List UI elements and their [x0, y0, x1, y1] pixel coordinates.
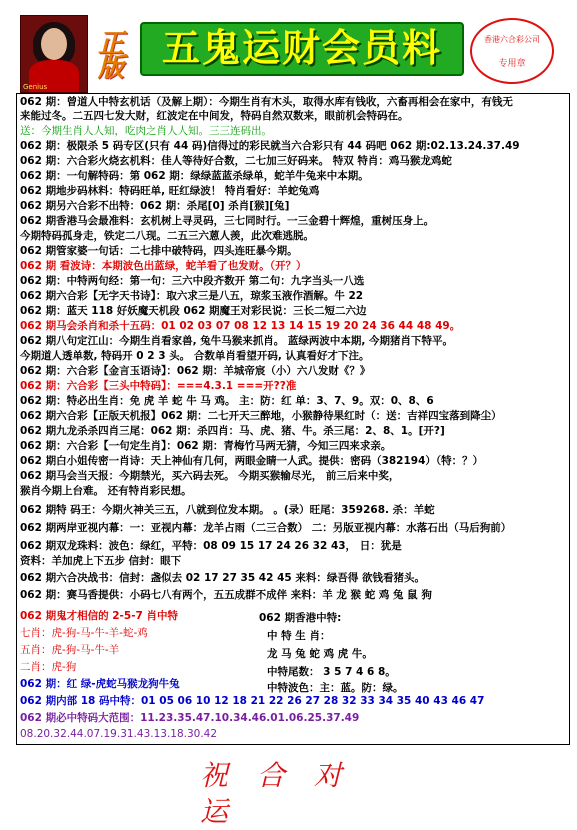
header: [0, 0, 577, 94]
line-19: 062 期：六合彩【金言玉语诗】：062 期：羊城帝宸（小）六八发财《？》: [20, 365, 371, 377]
line-39: 062 期内部 18 码中特：01 05 06 10 12 18 21 22 26 27 28 32 33 34 35 40 43 46 47: [20, 695, 485, 707]
line-12: 062 期 看波诗：本期波色出蓝绿，蛇羊看了也发财。（开？）: [20, 260, 307, 272]
side-title: 062 期香港中特:: [259, 612, 342, 624]
zhengban-badge: 正版: [98, 29, 125, 83]
line-6: 062 期：一句解特码：第 062 期：绿绿蓝蓝杀绿单，蛇羊牛兔来中本期。: [20, 170, 369, 182]
line-7: 062 期地步码林料：特码旺单, 旺红绿波！ 特肖看好：羊蛇兔鸡: [20, 185, 320, 197]
line-10: 今期特码孤身走，铁定二八现。二五三六蒽人羡，此次难逃脱。: [20, 230, 314, 242]
line-41: 08.20.32.44.07.19.31.43.13.18.30.42: [20, 728, 218, 740]
footer: [0, 748, 577, 828]
title-banner: [140, 22, 464, 76]
content-box: [16, 93, 570, 745]
line-25: 062 期白小姐传密一肖诗：天上神仙有几何，两眼金睛一人武。提供：密码（382194）（特：？）: [20, 455, 484, 467]
line-15: 062 期：蓝天 118 好妖魔天机段 062 期魔王对彩民说：三长二短二六边: [20, 305, 367, 317]
line-34: 062 期鬼才相信的 2-5-7 肖中特: [20, 610, 179, 622]
side-row-4: 中特波色：主：蓝。防：绿。: [267, 682, 404, 694]
photo-caption: Genius: [23, 83, 48, 91]
side-row-3: 中特尾数： 3 5 7 4 6 8。: [267, 666, 396, 678]
line-4: [20, 140, 520, 153]
line-4-text: 062 期：极限杀 5 码专区(只有 44 码)信得过的彩民就当六合彩只有 44 码吧 062 期:02.13.24.37.49: [20, 140, 520, 152]
line-38: 062 期：红 绿-虎蛇马猴龙狗牛兔: [20, 678, 180, 690]
line-24: 062 期：六合彩【一句定生肖】：062 期：青梅竹马两无猜，今知三四来求亲。: [20, 440, 392, 452]
line-29: 062 期两岸亚视内幕：一：亚视内幕：龙羊占雨（二三合数） 二：另版亚视内幕：水落石出（马后狗前）: [20, 522, 512, 534]
line-20: 062 期：六合彩【三头中特码】：===4.3.1 ===开??准: [20, 380, 297, 392]
line-14: 062 期六合彩【无字天书诗】：取六求三是八五，琼浆玉液作酒解。牛 22: [20, 290, 364, 302]
line-26: 062 期马会当天报：今期禁光，买六码去死。 今期买猴输尽光， 前三后来中奖，: [20, 470, 400, 482]
face-shape: [41, 28, 67, 60]
line-31: 资料：羊加虎上下五步 信封：眼下: [20, 555, 182, 567]
profile-photo: [20, 15, 88, 93]
line-23: 062 期九龙杀杀四肖三尾：062 期：杀四肖：马、虎、猪、牛。杀三尾：2、8、1。[开?]: [20, 425, 445, 437]
line-27: 猴肖今期上台难。 还有特肖彩民想。: [20, 485, 192, 497]
line-17: 062 期八句定江山：今期生肖看家兽, 兔牛马猴来抓肖。 蓝绿两波中本期, 今期猪肖下特平。: [20, 335, 454, 347]
official-seal: [470, 18, 554, 84]
line-11: 062 期管家婆一句话：二七排中破特码，四头连旺暴今期。: [20, 245, 298, 257]
seal-bottom-text: 专用章: [498, 59, 526, 69]
line-28: 062 期特 码王：今期火神关三五，八就到位发本期。 。(录）旺尾：359268. 杀：羊蛇: [20, 504, 435, 516]
line-30: 062 期双龙珠料：波色：绿红，平特：08 09 15 17 24 26 32 43， 日：犹是: [20, 540, 402, 552]
line-36: 五肖：虎-狗-马-牛-羊: [20, 644, 120, 656]
line-9: 062 期香港马会最准料：玄机树上寻灵码，三七同时行。一三金碧十辉煌，重树压身上。: [20, 215, 435, 227]
line-40: 062 期必中特码大范围：11.23.35.47.10.34.46.01.06.25.37.49: [20, 712, 360, 724]
line-22: 062 期六合彩【正版天机报】062 期：二七开天三醉地，小猴静待果红时（：送：吉祥四宝落到降尘）: [20, 410, 502, 422]
line-13: 062 期：中特两句经：第一句：三六中段齐数开 第二句：九字当头一八选: [20, 275, 365, 287]
seal-top-text: 香港六合彩公司: [484, 35, 540, 44]
side-row-1: 中 特 生 肖：: [267, 630, 331, 642]
line-35: 七肖：虎-狗-马-牛-羊-蛇-鸡: [20, 627, 148, 639]
line-16: 062 期马会杀肖和杀十五码：01 02 03 07 08 12 13 14 15 19 20 24 36 44 48 49。: [20, 320, 461, 332]
page-title: 五鬼运财会员料: [161, 26, 442, 70]
line-2: 来能过冬。二五四七发大财，红波定在中间发，特码自然双数来，眼前机会特码在。: [20, 110, 409, 122]
line-3: 送：今期生肖人人知，吃肉之肖人人知。三三连码出。: [20, 125, 272, 137]
line-21: 062 期：特必出生肖：免 虎 羊 蛇 牛 马 鸡。 主：防：红 单：3、7、9。双：0、8、6: [20, 395, 434, 407]
line-32: 062 期六合决战书：信封：盏似去 02 17 27 35 42 45 来料：绿吾得 欲钱看猪头。: [20, 572, 425, 584]
line-8: 062 期另六合彩不出特：062 期：杀尾[0] 杀肖[猴][兔]: [20, 200, 290, 212]
line-1: 062 期：曾道人中特玄机话（及解上期）：今期生肖有木头，取得水库有钱收，六畜再相会在家中，有钱无: [20, 96, 513, 108]
side-row-2: 龙 马 兔 蛇 鸡 虎 牛。: [267, 648, 373, 660]
line-33: 062 期：赛马香提供：小码七八有两个，五五成群不成伴 来料：羊 龙 猴 蛇 鸡 兔 鼠 狗: [20, 589, 432, 601]
line-5: 062 期：六合彩火烧玄机料：佳人等待好合数，二七加三好码来。 特双 特肖：鸡马猴龙鸡蛇: [20, 155, 452, 167]
line-18: 今期道人透单数, 特码开 0 2 3 头。 合数单肖看望开码, 认真看好才下注。: [20, 350, 370, 362]
line-37: 二肖：虎-狗: [20, 661, 77, 673]
footer-blessing: 祝 合 对 运: [200, 759, 352, 828]
